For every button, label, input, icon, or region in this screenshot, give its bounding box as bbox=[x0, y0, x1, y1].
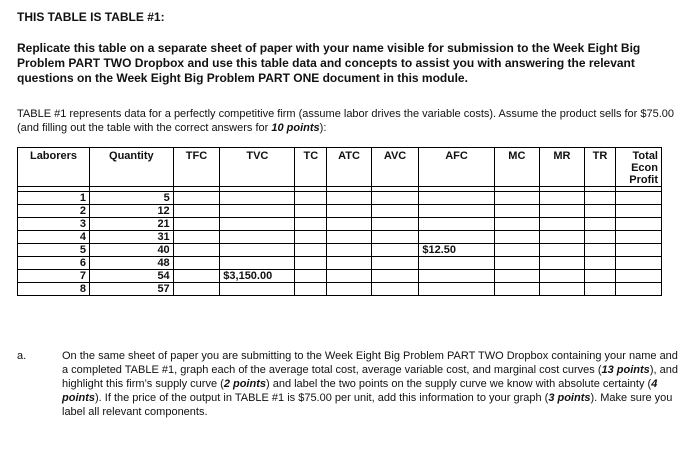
table-cell bbox=[540, 257, 584, 270]
table-row bbox=[18, 231, 662, 244]
table-cell bbox=[494, 244, 540, 257]
table-cell: 7 bbox=[18, 270, 90, 283]
table-cell bbox=[371, 270, 419, 283]
header-quantity: Quantity bbox=[90, 148, 174, 187]
table-cell: 12 bbox=[90, 205, 174, 218]
table-cell bbox=[327, 218, 371, 231]
table-cell: 6 bbox=[18, 257, 90, 270]
table-cell bbox=[295, 218, 327, 231]
table-cell bbox=[494, 218, 540, 231]
question-text-1: On the same sheet of paper you are submitting to the Week Eight Big Problem PART TWO Dropbox containing your name and a completed TABLE #1, graph each of the average total cost, average variable cost, and marginal cost curves ( bbox=[62, 350, 678, 376]
table-cell bbox=[419, 270, 494, 283]
table-cell bbox=[327, 205, 371, 218]
table-cell bbox=[419, 231, 494, 244]
table-cell bbox=[540, 244, 584, 257]
table-cell bbox=[173, 257, 220, 270]
table-cell bbox=[327, 270, 371, 283]
table-row bbox=[18, 257, 662, 270]
table-cell: 4 bbox=[18, 231, 90, 244]
table-cell: 5 bbox=[90, 192, 174, 205]
table-cell bbox=[371, 244, 419, 257]
table-cell bbox=[327, 192, 371, 205]
table-row bbox=[18, 244, 662, 257]
table-cell: 57 bbox=[90, 283, 174, 296]
table-cell bbox=[173, 283, 220, 296]
header-mr: MR bbox=[540, 148, 584, 187]
question-text-5: ). Make sure you label all relevant components. bbox=[62, 392, 673, 418]
table-cell bbox=[584, 244, 616, 257]
header-tc: TC bbox=[295, 148, 327, 187]
table-cell bbox=[540, 270, 584, 283]
table-header-row bbox=[18, 148, 662, 187]
table-row bbox=[18, 270, 662, 283]
table-row bbox=[18, 218, 662, 231]
table-cell bbox=[494, 205, 540, 218]
table-cell bbox=[295, 270, 327, 283]
question-points-2: 2 points bbox=[223, 378, 266, 390]
table-cell: 48 bbox=[90, 257, 174, 270]
table-cell: $3,150.00 bbox=[220, 270, 295, 283]
table-cell bbox=[616, 231, 662, 244]
header-tr: TR bbox=[584, 148, 616, 187]
table-cell bbox=[616, 283, 662, 296]
table-cell bbox=[220, 218, 295, 231]
table-cell bbox=[616, 192, 662, 205]
table-cell: 5 bbox=[18, 244, 90, 257]
table-cell bbox=[419, 257, 494, 270]
table-cell: 54 bbox=[90, 270, 174, 283]
table-cell bbox=[295, 205, 327, 218]
header-laborers: Laborers bbox=[18, 148, 90, 187]
table-cell bbox=[173, 270, 220, 283]
table-cell bbox=[371, 231, 419, 244]
instructions-text: Replicate this table on a separate sheet of paper with your name visible for submission to the Week Eight Big Problem PART TWO Dropbox and use this table data and concepts to assist you with answering the relevant questions on the Week Eight Big Problem PART ONE document in this module. bbox=[17, 41, 641, 85]
table-cell bbox=[584, 205, 616, 218]
header-afc: AFC bbox=[419, 148, 494, 187]
page-title: THIS TABLE IS TABLE #1: bbox=[17, 10, 165, 24]
question-points-3: 4 points bbox=[62, 378, 658, 404]
description-points: 10 points bbox=[271, 122, 320, 134]
table-cell bbox=[540, 205, 584, 218]
table-cell bbox=[616, 257, 662, 270]
table-cell: 21 bbox=[90, 218, 174, 231]
table-cell bbox=[584, 192, 616, 205]
table-cell bbox=[220, 283, 295, 296]
table-cell bbox=[295, 192, 327, 205]
table-cell bbox=[295, 283, 327, 296]
cost-table bbox=[17, 147, 662, 296]
table-cell bbox=[173, 231, 220, 244]
table-cell bbox=[371, 205, 419, 218]
header-tfc: TFC bbox=[173, 148, 220, 187]
table-cell bbox=[173, 218, 220, 231]
table-cell: 1 bbox=[18, 192, 90, 205]
table-cell bbox=[419, 218, 494, 231]
table-cell bbox=[494, 283, 540, 296]
table-cell bbox=[173, 192, 220, 205]
table-cell bbox=[494, 270, 540, 283]
table-row bbox=[18, 283, 662, 296]
table-cell bbox=[327, 257, 371, 270]
question-points-1: 13 points bbox=[601, 364, 650, 376]
table-cell bbox=[173, 244, 220, 257]
description-main: TABLE #1 represents data for a perfectly competitive firm (assume labor drives the variable costs). Assume the product sells for $75.00 (and filling out the table with the correct answers for bbox=[17, 108, 675, 134]
table-cell: 8 bbox=[18, 283, 90, 296]
header-avc: AVC bbox=[371, 148, 419, 187]
table-cell bbox=[327, 283, 371, 296]
table-cell bbox=[419, 205, 494, 218]
table-cell: 3 bbox=[18, 218, 90, 231]
table-cell bbox=[584, 218, 616, 231]
table-cell bbox=[371, 283, 419, 296]
table-cell bbox=[616, 205, 662, 218]
table-cell bbox=[220, 231, 295, 244]
question-label: a. bbox=[17, 350, 27, 362]
table-cell: 40 bbox=[90, 244, 174, 257]
table-cell bbox=[419, 283, 494, 296]
table-cell bbox=[494, 257, 540, 270]
table-cell bbox=[584, 257, 616, 270]
table-cell bbox=[220, 257, 295, 270]
description-end: ): bbox=[319, 122, 327, 134]
table-cell bbox=[494, 231, 540, 244]
table-cell bbox=[494, 192, 540, 205]
table-row bbox=[18, 205, 662, 218]
table-cell bbox=[295, 257, 327, 270]
table-cell bbox=[584, 231, 616, 244]
table-cell bbox=[419, 192, 494, 205]
header-mc: MC bbox=[494, 148, 540, 187]
table-cell bbox=[616, 270, 662, 283]
question-points-4: 3 points bbox=[548, 392, 591, 404]
table-cell bbox=[616, 218, 662, 231]
table-cell bbox=[295, 231, 327, 244]
table-cell: 2 bbox=[18, 205, 90, 218]
table-cell bbox=[540, 218, 584, 231]
question-text-4: ). If the price of the output in TABLE #1 is $75.00 per unit, add this information to your graph ( bbox=[95, 392, 549, 404]
header-atc: ATC bbox=[327, 148, 371, 187]
question-text-2: ), and highlight this firm’s supply curve ( bbox=[62, 364, 678, 390]
table-cell bbox=[220, 192, 295, 205]
table-description bbox=[17, 107, 687, 135]
table-cell bbox=[584, 283, 616, 296]
table-cell bbox=[540, 192, 584, 205]
table-cell bbox=[584, 270, 616, 283]
table-cell bbox=[327, 244, 371, 257]
table-cell bbox=[295, 244, 327, 257]
header-total-econ-profit: Total Econ Profit bbox=[616, 148, 662, 187]
table-row bbox=[18, 192, 662, 205]
question-text bbox=[62, 349, 680, 419]
table-cell bbox=[616, 244, 662, 257]
table-cell bbox=[220, 205, 295, 218]
table-cell bbox=[220, 244, 295, 257]
header-tvc: TVC bbox=[220, 148, 295, 187]
table-cell bbox=[327, 231, 371, 244]
table-cell bbox=[540, 231, 584, 244]
table-cell: $12.50 bbox=[419, 244, 494, 257]
table-cell bbox=[371, 192, 419, 205]
table-cell bbox=[173, 205, 220, 218]
table-cell bbox=[371, 218, 419, 231]
table-cell bbox=[371, 257, 419, 270]
question-text-3: ) and label the two points on the supply curve we know with absolute certainty ( bbox=[265, 378, 652, 390]
table-cell: 31 bbox=[90, 231, 174, 244]
table-cell bbox=[540, 283, 584, 296]
